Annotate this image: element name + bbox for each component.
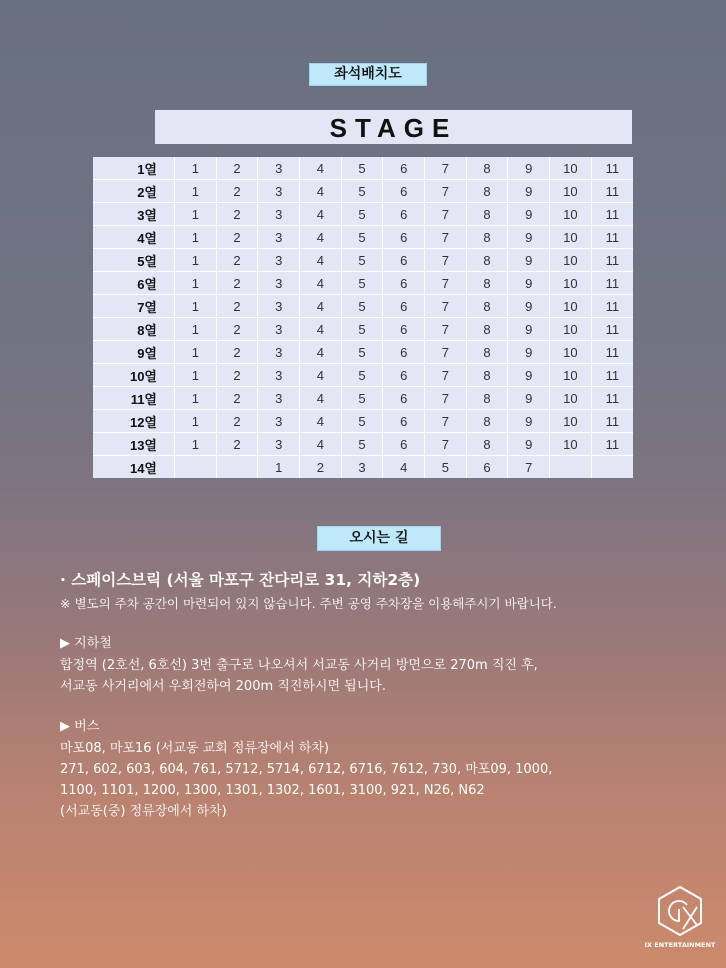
- seat: 1: [175, 272, 217, 295]
- seat: 2: [216, 295, 258, 318]
- empty-seat: [175, 456, 217, 479]
- seat-row: [93, 318, 633, 341]
- seat: 4: [300, 180, 342, 203]
- seat: 2: [216, 410, 258, 433]
- seat: 9: [508, 341, 550, 364]
- seat: 11: [591, 249, 633, 272]
- seat: 4: [300, 364, 342, 387]
- seat: 6: [383, 295, 425, 318]
- seat-row: [93, 272, 633, 295]
- seat: 1: [175, 203, 217, 226]
- bus-line: (서교동(중) 정류장에서 하차): [60, 804, 227, 819]
- seat: 5: [341, 295, 383, 318]
- subway-line: 서교동 사거리에서 우회전하여 200m 직진하시면 됩니다.: [60, 679, 386, 694]
- row-label: 10열: [93, 364, 175, 387]
- seat: 3: [258, 295, 300, 318]
- seat: 9: [508, 203, 550, 226]
- row-label: 3열: [93, 203, 175, 226]
- seat: 11: [591, 180, 633, 203]
- seat: 10: [550, 272, 592, 295]
- seat: 7: [508, 456, 550, 479]
- seat: 1: [175, 249, 217, 272]
- seat: 10: [550, 410, 592, 433]
- seat: 4: [300, 272, 342, 295]
- seat: 8: [466, 157, 508, 180]
- seat: 6: [383, 341, 425, 364]
- seat: 3: [258, 341, 300, 364]
- seat: 8: [466, 364, 508, 387]
- seat: 9: [508, 272, 550, 295]
- seat: 6: [383, 387, 425, 410]
- seat-row: [93, 364, 633, 387]
- seat: 7: [425, 226, 467, 249]
- seat: 1: [175, 341, 217, 364]
- seat: 2: [300, 456, 342, 479]
- seat: 11: [591, 318, 633, 341]
- empty-seat: [216, 456, 258, 479]
- row-label: 12열: [93, 410, 175, 433]
- subway-line: 합정역 (2호선, 6호선) 3번 출구로 나오셔서 서교동 사거리 방면으로 270m 직진 후,: [60, 658, 538, 673]
- subway-heading: ▶ 지하철: [60, 636, 112, 651]
- seat: 8: [466, 203, 508, 226]
- seat: 11: [591, 203, 633, 226]
- seat: 10: [550, 226, 592, 249]
- seat: 10: [550, 433, 592, 456]
- seat: 7: [425, 295, 467, 318]
- seat: 4: [300, 226, 342, 249]
- seat: 5: [341, 410, 383, 433]
- seat: 1: [175, 410, 217, 433]
- seat: 11: [591, 272, 633, 295]
- seat: 5: [341, 387, 383, 410]
- row-label: 6열: [93, 272, 175, 295]
- seating-chart-title: 좌석배치도: [309, 63, 427, 86]
- seat: 9: [508, 318, 550, 341]
- seat: 6: [383, 226, 425, 249]
- seat: 5: [425, 456, 467, 479]
- seat: 1: [175, 433, 217, 456]
- seat: 5: [341, 180, 383, 203]
- seat: 10: [550, 387, 592, 410]
- row-label: 9열: [93, 341, 175, 364]
- seat: 2: [216, 157, 258, 180]
- seat: 6: [383, 272, 425, 295]
- seat: 2: [216, 364, 258, 387]
- seat: 3: [258, 318, 300, 341]
- seat: 6: [383, 249, 425, 272]
- seat: 5: [341, 272, 383, 295]
- seat: 5: [341, 433, 383, 456]
- bus-line: 271, 602, 603, 604, 761, 5712, 5714, 6712, 6716, 7612, 730, 마포09, 1000,: [60, 762, 553, 777]
- seat: 4: [300, 410, 342, 433]
- seat: 7: [425, 157, 467, 180]
- seat: 10: [550, 364, 592, 387]
- seat: 4: [300, 318, 342, 341]
- company-logo: [644, 885, 716, 949]
- seat: 6: [383, 364, 425, 387]
- directions-title: 오시는 길: [317, 526, 441, 551]
- seat: 4: [300, 387, 342, 410]
- seat: 11: [591, 364, 633, 387]
- seat: 4: [300, 157, 342, 180]
- seat: 11: [591, 226, 633, 249]
- seat: 11: [591, 410, 633, 433]
- bus-heading: ▶ 버스: [60, 719, 100, 734]
- empty-seat: [550, 456, 592, 479]
- seat: 10: [550, 318, 592, 341]
- seat: 9: [508, 157, 550, 180]
- seat: 9: [508, 410, 550, 433]
- seat: 11: [591, 157, 633, 180]
- seat: 3: [258, 203, 300, 226]
- seat: 11: [591, 341, 633, 364]
- seat: 6: [383, 203, 425, 226]
- seat: 3: [258, 387, 300, 410]
- seat: 2: [216, 249, 258, 272]
- seat: 7: [425, 180, 467, 203]
- seat: 5: [341, 226, 383, 249]
- seat: 8: [466, 249, 508, 272]
- seat-row: [93, 226, 633, 249]
- seat: 7: [425, 387, 467, 410]
- seat: 1: [175, 295, 217, 318]
- seat: 8: [466, 295, 508, 318]
- seat: 7: [425, 364, 467, 387]
- seat: 8: [466, 226, 508, 249]
- seat: 8: [466, 180, 508, 203]
- row-label: 8열: [93, 318, 175, 341]
- seat: 3: [258, 157, 300, 180]
- seat: 4: [383, 456, 425, 479]
- seat: 4: [300, 203, 342, 226]
- bus-line: 마포08, 마포16 (서교동 교회 정류장에서 하차): [60, 741, 329, 756]
- seat-row: [93, 203, 633, 226]
- seat: 6: [383, 410, 425, 433]
- seat: 3: [258, 433, 300, 456]
- seat-row: [93, 295, 633, 318]
- seat: 1: [175, 180, 217, 203]
- seat: 7: [425, 410, 467, 433]
- seat: 6: [383, 318, 425, 341]
- seat: 6: [383, 180, 425, 203]
- row-label: 4열: [93, 226, 175, 249]
- seat: 9: [508, 387, 550, 410]
- seat: 6: [383, 157, 425, 180]
- row-label: 5열: [93, 249, 175, 272]
- seat: 3: [258, 364, 300, 387]
- seat: 8: [466, 433, 508, 456]
- seat-row: [93, 387, 633, 410]
- row-label: 14열: [93, 456, 175, 479]
- seat: 3: [258, 272, 300, 295]
- seat: 3: [258, 249, 300, 272]
- empty-seat: [591, 456, 633, 479]
- seat: 3: [258, 226, 300, 249]
- seat: 3: [258, 180, 300, 203]
- seat: 7: [425, 203, 467, 226]
- seat: 2: [216, 341, 258, 364]
- seat: 7: [425, 318, 467, 341]
- seat: 3: [341, 456, 383, 479]
- seat: 10: [550, 203, 592, 226]
- seat: 5: [341, 364, 383, 387]
- seat: 7: [425, 341, 467, 364]
- row-label: 13열: [93, 433, 175, 456]
- seat: 5: [341, 318, 383, 341]
- seat: 10: [550, 341, 592, 364]
- seat: 2: [216, 272, 258, 295]
- seat-row: [93, 433, 633, 456]
- row-label: 7열: [93, 295, 175, 318]
- seat: 11: [591, 387, 633, 410]
- seat: 11: [591, 433, 633, 456]
- seat: 7: [425, 433, 467, 456]
- seat: 6: [383, 433, 425, 456]
- hexagon-logo-icon: [657, 885, 703, 937]
- logo-text: IX ENTERTAINMENT: [644, 941, 716, 949]
- seat: 4: [300, 295, 342, 318]
- seat: 9: [508, 226, 550, 249]
- seat: 4: [300, 433, 342, 456]
- seat: 9: [508, 249, 550, 272]
- seat: 2: [216, 203, 258, 226]
- seat: 7: [425, 249, 467, 272]
- seat-row: [93, 180, 633, 203]
- seat: 1: [175, 387, 217, 410]
- seat-row: [93, 157, 633, 180]
- seating-table: [93, 157, 633, 478]
- seat: 5: [341, 341, 383, 364]
- seat: 1: [175, 364, 217, 387]
- seat: 6: [466, 456, 508, 479]
- seat: 8: [466, 387, 508, 410]
- seat-row: [93, 410, 633, 433]
- seat: 2: [216, 226, 258, 249]
- parking-notice: ※ 별도의 주차 공간이 마련되어 있지 않습니다. 주변 공영 주차장을 이용해주시기 바랍니다.: [60, 596, 557, 611]
- stage-banner: STAGE: [155, 110, 632, 144]
- seat: 10: [550, 295, 592, 318]
- seat: 3: [258, 410, 300, 433]
- seat: 10: [550, 249, 592, 272]
- seat: 2: [216, 387, 258, 410]
- seat: 1: [258, 456, 300, 479]
- row-label: 2열: [93, 180, 175, 203]
- seat: 9: [508, 295, 550, 318]
- seat: 8: [466, 318, 508, 341]
- seat: 9: [508, 433, 550, 456]
- seat: 11: [591, 295, 633, 318]
- seat: 4: [300, 249, 342, 272]
- seat: 1: [175, 318, 217, 341]
- venue-address: · 스페이스브릭 (서울 마포구 잔다리로 31, 지하2층): [60, 571, 421, 589]
- seat: 8: [466, 341, 508, 364]
- seat: 2: [216, 433, 258, 456]
- seat: 10: [550, 180, 592, 203]
- bus-line: 1100, 1101, 1200, 1300, 1301, 1302, 1601, 3100, 921, N26, N62: [60, 783, 485, 798]
- seat: 8: [466, 410, 508, 433]
- seat-row: [93, 249, 633, 272]
- seat: 5: [341, 157, 383, 180]
- seat: 8: [466, 272, 508, 295]
- seat: 4: [300, 341, 342, 364]
- seat: 2: [216, 318, 258, 341]
- seat: 9: [508, 364, 550, 387]
- seat: 1: [175, 226, 217, 249]
- seat: 10: [550, 157, 592, 180]
- seat: 9: [508, 180, 550, 203]
- seat: 5: [341, 249, 383, 272]
- seat-row: [93, 456, 633, 479]
- row-label: 11열: [93, 387, 175, 410]
- seat: 7: [425, 272, 467, 295]
- seat: 1: [175, 157, 217, 180]
- row-label: 1열: [137, 161, 157, 177]
- seat: 5: [341, 203, 383, 226]
- seat-row: [93, 341, 633, 364]
- seat: 2: [216, 180, 258, 203]
